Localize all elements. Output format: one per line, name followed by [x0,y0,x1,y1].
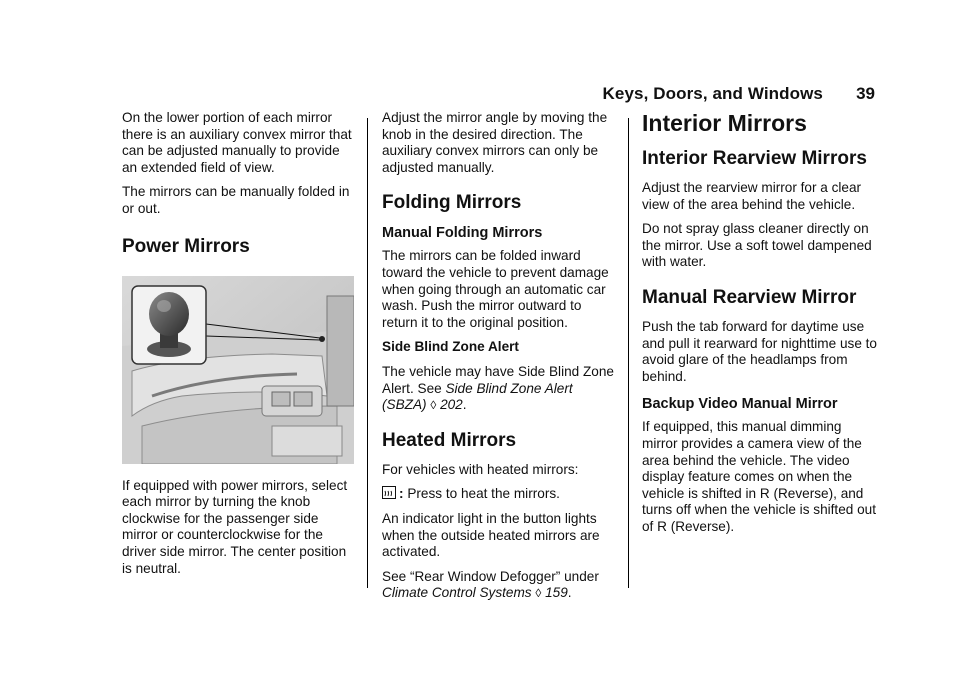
column-divider [367,118,368,588]
section-title: Keys, Doors, and Windows [602,84,823,103]
heading-manual-rearview-mirror: Manual Rearview Mirror [642,286,857,308]
heading-heated-mirrors: Heated Mirrors [382,429,517,451]
heading-backup-video-manual-mirror: Backup Video Manual Mirror [642,396,838,413]
cross-reference-link[interactable]: Climate Control Systems [382,585,532,601]
page-number: 39 [856,84,875,103]
page-ref-icon: ◊ [535,586,542,601]
column-2 [382,110,620,610]
column-1 [122,110,352,585]
rear-defog-icon [382,486,396,499]
paragraph: An indicator light in the button lights when the outside heated mirrors are activated. [382,510,600,560]
text: . [462,397,467,413]
paragraph: Adjust the mirror angle by moving the knob in the desired direction. The auxiliary convex mirrors can only be adjusted manually. [382,110,608,175]
text: Press to heat the mirrors. [407,486,560,502]
paragraph: For vehicles with heated mirrors: [382,461,579,477]
paragraph: Adjust the rearview mirror for a clear view of the area behind the vehicle. [642,180,862,212]
heading-manual-folding-mirrors: Manual Folding Mirrors [382,225,543,242]
heated-mirror-button-description [382,486,620,503]
heading-interior-rearview-mirrors: Interior Rearview Mirrors [642,148,867,169]
paragraph-defogger [382,569,620,602]
paragraph: If equipped, this manual dimming mirror provides a camera view of the area behind the vehicle. The video display feature comes on when the vehicle is shifted in R (Reverse), and turns off when the vehicle is shifted out of R (Reverse). [642,419,877,534]
subheading-side-blind-zone-alert: Side Blind Zone Alert [382,339,519,355]
paragraph: The mirrors can be folded inward toward the vehicle to prevent damage when going through an automatic car wash. Push the mirror outward to return it to the original position. [382,248,609,330]
cross-reference-link[interactable]: Side Blind Zone Alert (SBZA) [382,380,573,413]
page-reference[interactable]: 202 [440,397,463,413]
paragraph: Push the tab forward for daytime use and pull it rearward for nighttime use to avoid glare of the headlamps from behind. [642,318,877,384]
icon-label-colon: : [399,486,404,502]
text: The vehicle may have Side Blind Zone Alert. See [382,363,614,396]
door-panel-drawing [122,276,354,464]
heading-folding-mirrors: Folding Mirrors [382,192,522,214]
paragraph: Do not spray glass cleaner directly on the mirror. Use a soft towel dampened with water. [642,221,872,270]
text: . [567,585,572,601]
page-header [600,84,875,106]
page-reference[interactable]: 159 [545,585,568,601]
paragraph: The mirrors can be manually folded in or out. [122,184,350,216]
page-ref-icon: ◊ [430,398,437,413]
text: See “Rear Window Defogger” under [382,568,599,584]
power-mirror-control-illustration [122,276,354,464]
paragraph: If equipped with power mirrors, select each mirror by turning the knob clockwise for the passenger side mirror or counterclockwise for the driver side mirror. The center position is neutral. [122,477,348,576]
heading-power-mirrors: Power Mirrors [122,235,250,257]
paragraph: On the lower portion of each mirror there is an auxiliary convex mirror that can be adjusted manually to provide an extended field of view. [122,110,352,175]
column-divider [628,118,629,588]
paragraph-sbza [382,364,620,414]
heading-interior-mirrors: Interior Mirrors [642,110,807,136]
column-3 [642,110,880,544]
